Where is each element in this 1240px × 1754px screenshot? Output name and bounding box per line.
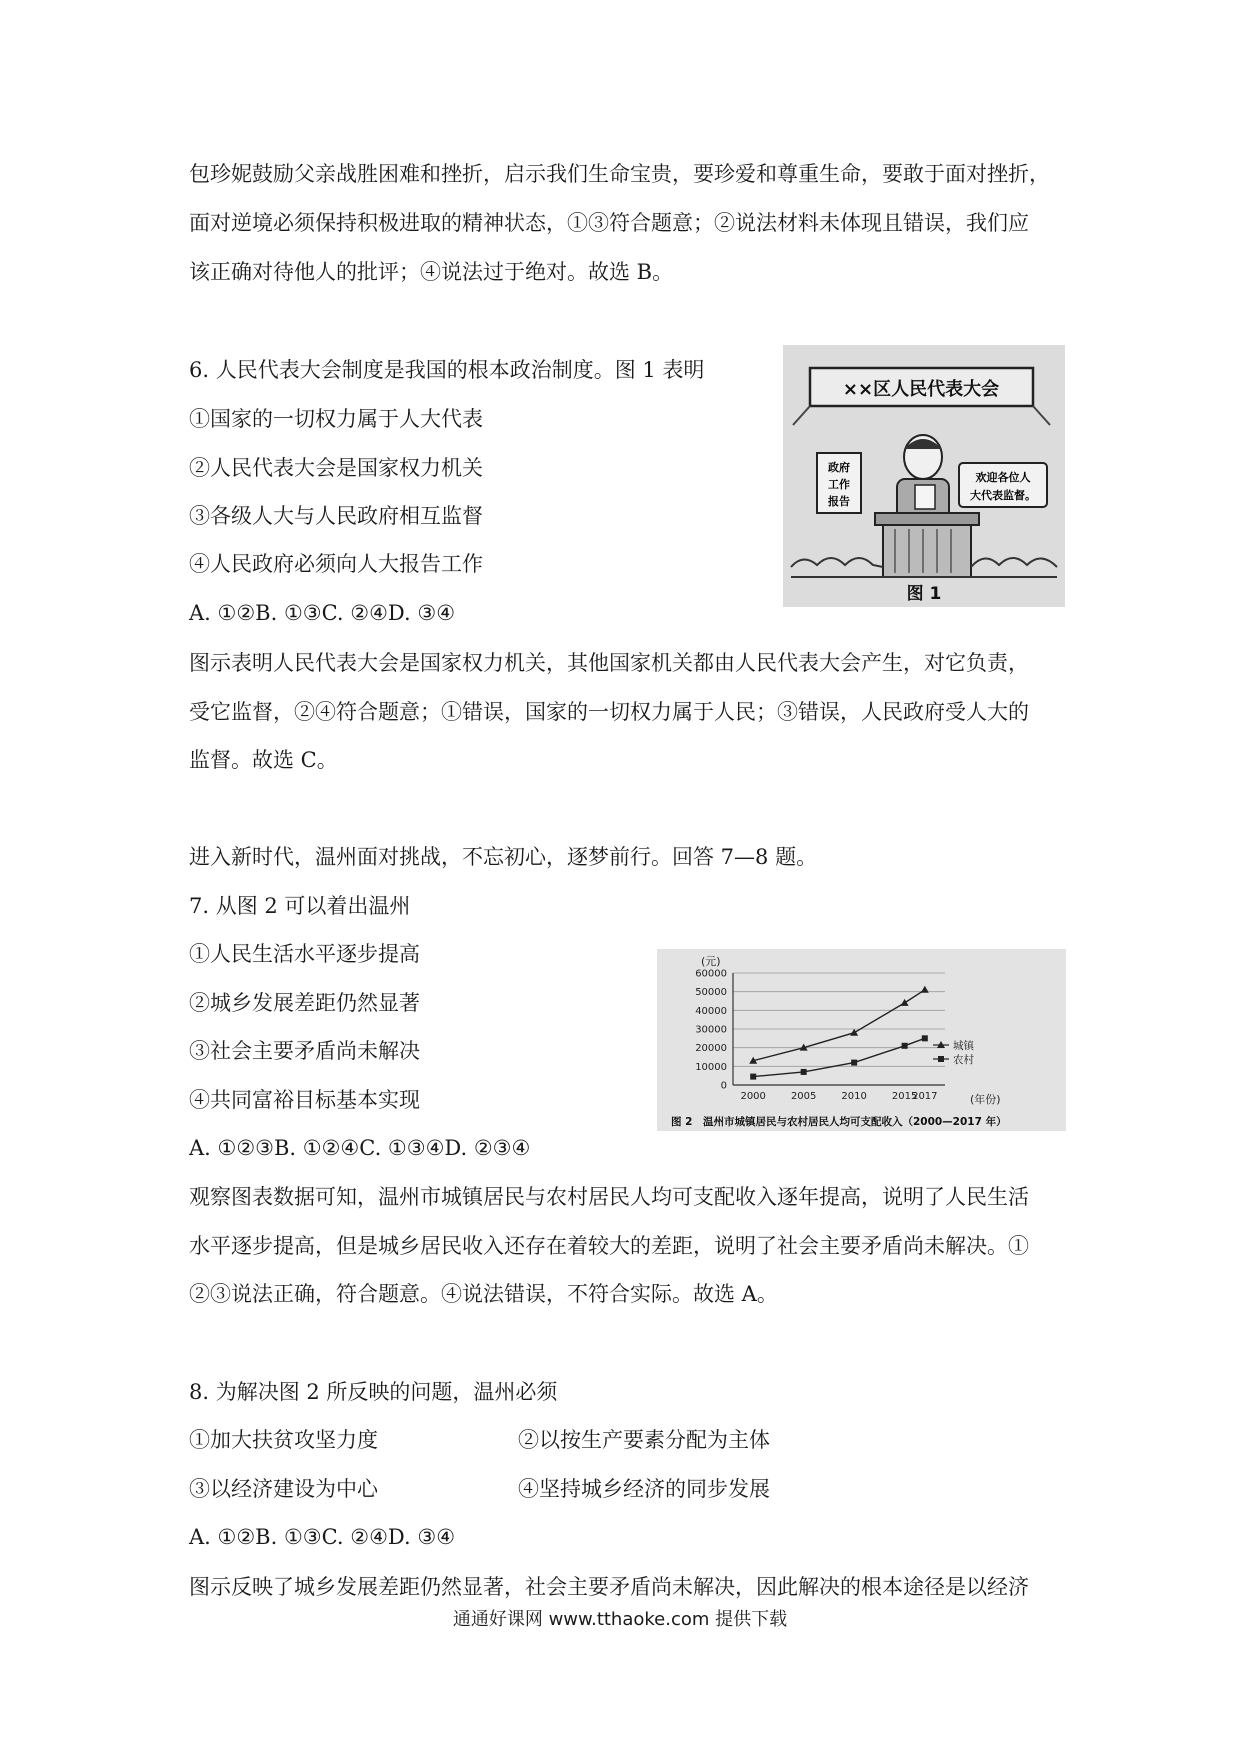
x-tick-label: 2015 bbox=[891, 1091, 918, 1102]
option: ②人民代表大会是国家权力机关 bbox=[189, 456, 483, 480]
chart-legend bbox=[933, 1039, 975, 1066]
podium-top bbox=[875, 513, 979, 525]
option: ①国家的一切权力属于人大代表 bbox=[189, 407, 483, 431]
line-chart bbox=[657, 949, 1066, 1131]
question-8: 8. 为解决图 2 所反映的问题，温州必须 bbox=[189, 1380, 558, 1404]
text-line: 面对逆境必须保持积极进取的精神状态，①③符合题意；②说法材料未体现且错误，我们应 bbox=[189, 211, 1029, 235]
axes bbox=[695, 969, 945, 1103]
explanation-line: 图示反映了城乡发展差距仍然显著，社会主要矛盾尚未解决，因此解决的根本途径是以经济 bbox=[189, 1575, 1029, 1599]
answer-choices: A. ①②③B. ①②④C. ①③④D. ②③④ bbox=[189, 1136, 531, 1160]
option: ①人民生活水平逐步提高 bbox=[189, 942, 420, 966]
explanation-line: 图示表明人民代表大会是国家权力机关，其他国家机关都由人民代表大会产生，对它负责， bbox=[189, 651, 1029, 675]
figure-caption: 图 1 bbox=[906, 584, 942, 604]
y-tick-label: 50000 bbox=[695, 987, 727, 999]
y-tick-label: 0 bbox=[720, 1080, 727, 1092]
answer-choices: A. ①②B. ①③C. ②④D. ③④ bbox=[189, 1525, 456, 1549]
explanation-line: 监督。故选 C。 bbox=[189, 748, 338, 772]
y-tick-label: 40000 bbox=[695, 1005, 727, 1017]
question-6: 6. 人民代表大会制度是我国的根本政治制度。图 1 表明 bbox=[189, 358, 705, 382]
x-tick-label: 2005 bbox=[790, 1091, 817, 1102]
chart-marks bbox=[749, 986, 929, 1080]
bubble-text: 欢迎各位人 bbox=[975, 471, 1031, 484]
text-line: 该正确对待他人的批评；④说法过于绝对。故选 B。 bbox=[189, 260, 674, 284]
explanation-line: 受它监督，②④符合题意；①错误，国家的一切权力属于人民；③错误，人民政府受人大的 bbox=[189, 700, 1029, 724]
series-line-城镇 bbox=[753, 990, 925, 1061]
y-tick-label: 10000 bbox=[695, 1061, 727, 1073]
text-line: 包珍妮鼓励父亲战胜困难和挫折，启示我们生命宝贵，要珍爱和尊重生命，要敢于面对挫折， bbox=[189, 162, 1050, 186]
option: ④坚持城乡经济的同步发展 bbox=[518, 1477, 770, 1501]
legend-label: 城镇 bbox=[953, 1040, 974, 1052]
y-axis-unit: (元) bbox=[701, 955, 721, 968]
paper bbox=[915, 485, 935, 509]
data-point bbox=[850, 1029, 858, 1036]
data-point bbox=[750, 1074, 756, 1080]
podium bbox=[883, 525, 971, 577]
doc-text: 报告 bbox=[828, 495, 850, 508]
y-tick-label: 20000 bbox=[695, 1043, 727, 1055]
explanation-line: ②③说法正确，符合题意。④说法错误，不符合实际。故选 A。 bbox=[189, 1282, 778, 1306]
x-axis-label: (年份) bbox=[970, 1093, 1001, 1106]
footer: 通通好课网 www.tthaoke.com 提供下载 bbox=[452, 1609, 788, 1630]
answer-choices: A. ①②B. ①③C. ②④D. ③④ bbox=[189, 601, 456, 625]
data-point bbox=[922, 1035, 928, 1041]
data-point bbox=[801, 1069, 807, 1075]
figure-2-chart bbox=[657, 949, 1066, 1131]
legend-marker bbox=[938, 1056, 944, 1062]
data-point bbox=[851, 1060, 857, 1066]
x-tick-label: 2010 bbox=[841, 1091, 867, 1102]
cartoon-illustration bbox=[783, 345, 1065, 607]
series-line-农村 bbox=[753, 1038, 925, 1076]
option: ③社会主要矛盾尚未解决 bbox=[189, 1039, 420, 1063]
data-point bbox=[902, 1043, 908, 1049]
y-tick-label: 60000 bbox=[695, 968, 727, 980]
option: ④人民政府必须向人大报告工作 bbox=[189, 552, 483, 576]
y-tick-label: 30000 bbox=[695, 1024, 727, 1036]
legend-label: 农村 bbox=[953, 1054, 974, 1066]
x-tick-label: 2000 bbox=[740, 1091, 766, 1102]
option: ①加大扶贫攻坚力度 bbox=[189, 1428, 378, 1452]
figure-1-cartoon bbox=[783, 345, 1065, 607]
explanation-line: 观察图表数据可知，温州市城镇居民与农村居民人均可支配收入逐年提高，说明了人民生活 bbox=[189, 1185, 1029, 1209]
option: ③各级人大与人民政府相互监督 bbox=[189, 504, 483, 528]
doc-text: 工作 bbox=[828, 478, 850, 491]
question-7: 7. 从图 2 可以着出温州 bbox=[189, 894, 411, 918]
explanation-line: 水平逐步提高，但是城乡居民收入还存在着较大的差距，说明了社会主要矛盾尚未解决。① bbox=[189, 1234, 1029, 1258]
option: ④共同富裕目标基本实现 bbox=[189, 1088, 420, 1112]
bubble-text: 大代表监督。 bbox=[970, 489, 1036, 502]
chart-caption: 图 2 温州市城镇居民与农村居民人均可支配收入（2000—2017 年） bbox=[671, 1116, 1007, 1128]
option: ②城乡发展差距仍然显著 bbox=[189, 991, 420, 1015]
section-intro: 进入新时代，温州面对挑战，不忘初心，逐梦前行。回答 7—8 题。 bbox=[189, 845, 818, 869]
doc-text: 政府 bbox=[828, 461, 850, 474]
data-point bbox=[901, 999, 909, 1006]
option: ②以按生产要素分配为主体 bbox=[518, 1428, 770, 1452]
data-point bbox=[921, 986, 929, 993]
x-tick-label: 2017 bbox=[912, 1091, 938, 1102]
banner-text: ××区人民代表大会 bbox=[842, 379, 1000, 400]
option: ③以经济建设为中心 bbox=[189, 1477, 378, 1501]
